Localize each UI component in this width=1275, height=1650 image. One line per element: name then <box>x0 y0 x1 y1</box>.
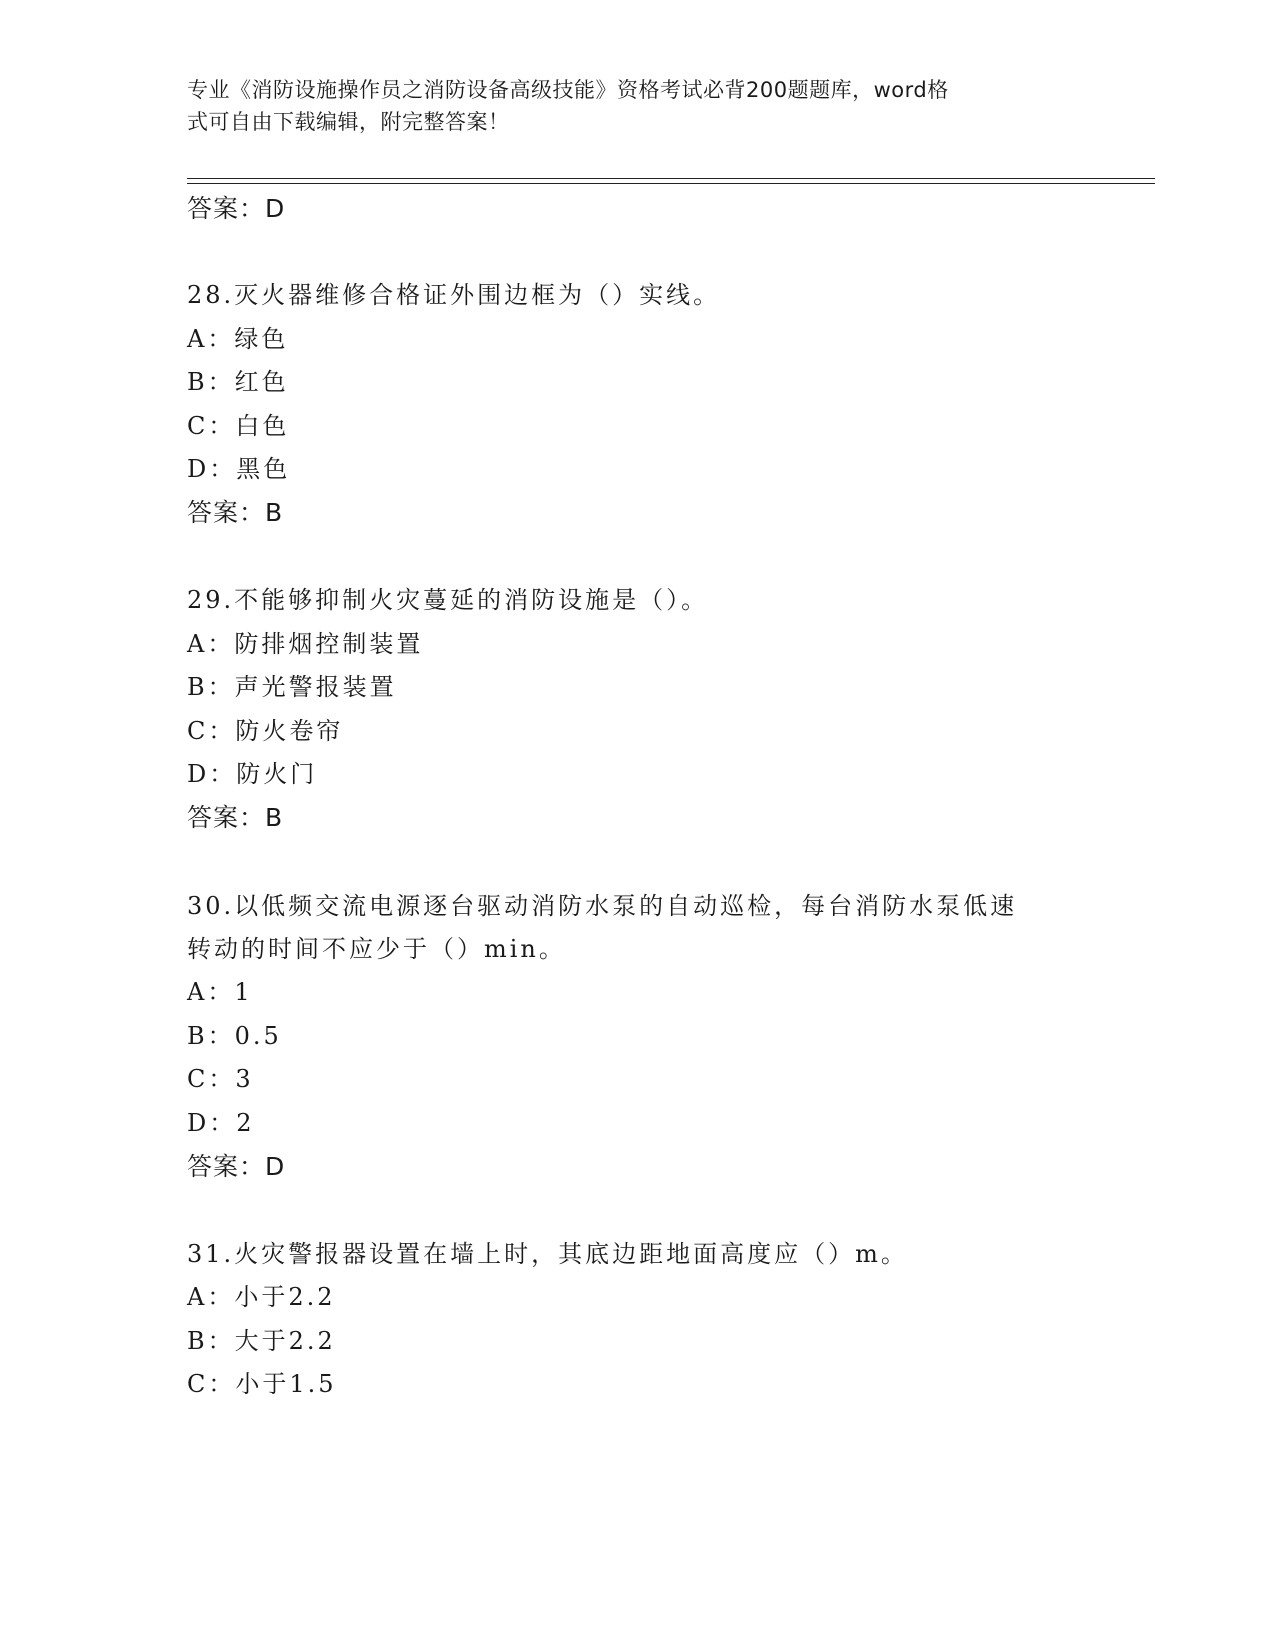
header-divider-top <box>187 178 1155 179</box>
question-30-answer: 答案：D <box>187 1152 286 1181</box>
question-29-option-a: A：防排烟控制装置 <box>187 630 424 658</box>
header-line-1: 专业《消防设施操作员之消防设备高级技能》资格考试必背200题题库，word格 <box>187 78 949 102</box>
question-30-option-d: D：2 <box>187 1109 255 1137</box>
question-28-option-a: A：绿色 <box>187 325 289 353</box>
question-29-option-d: D：防火门 <box>187 760 318 788</box>
question-28-answer: 答案：B <box>187 498 284 527</box>
question-31-stem: 31.火灾警报器设置在墙上时，其底边距地面高度应（）m。 <box>187 1240 908 1268</box>
question-28-stem: 28.灭火器维修合格证外围边框为（）实线。 <box>187 281 721 309</box>
header-divider-bottom <box>187 183 1155 184</box>
question-31-option-a: A：小于2.2 <box>187 1283 336 1311</box>
question-28-option-d: D：黑色 <box>187 455 291 483</box>
question-30-stem-line-2: 转动的时间不应少于（）min。 <box>187 935 566 963</box>
question-30-stem-line-1: 30.以低频交流电源逐台驱动消防水泵的自动巡检，每台消防水泵低速 <box>187 892 1018 920</box>
header-line-2: 式可自由下载编辑，附完整答案！ <box>187 110 510 134</box>
question-29-option-c: C：防火卷帘 <box>187 717 344 745</box>
answer-27: 答案：D <box>187 194 286 223</box>
question-29-option-b: B：声光警报装置 <box>187 673 397 701</box>
question-30-option-c: C：3 <box>187 1065 254 1093</box>
document-header <box>187 74 1067 138</box>
question-30-option-b: B：0.5 <box>187 1022 282 1050</box>
question-31-option-c: C：小于1.5 <box>187 1370 337 1398</box>
question-29-stem: 29.不能够抑制火灾蔓延的消防设施是（）。 <box>187 586 709 614</box>
question-28-option-b: B：红色 <box>187 368 289 396</box>
question-28-option-c: C：白色 <box>187 412 290 440</box>
question-31-option-b: B：大于2.2 <box>187 1327 336 1355</box>
question-29-answer: 答案：B <box>187 803 284 832</box>
question-30-option-a: A：1 <box>187 978 253 1006</box>
